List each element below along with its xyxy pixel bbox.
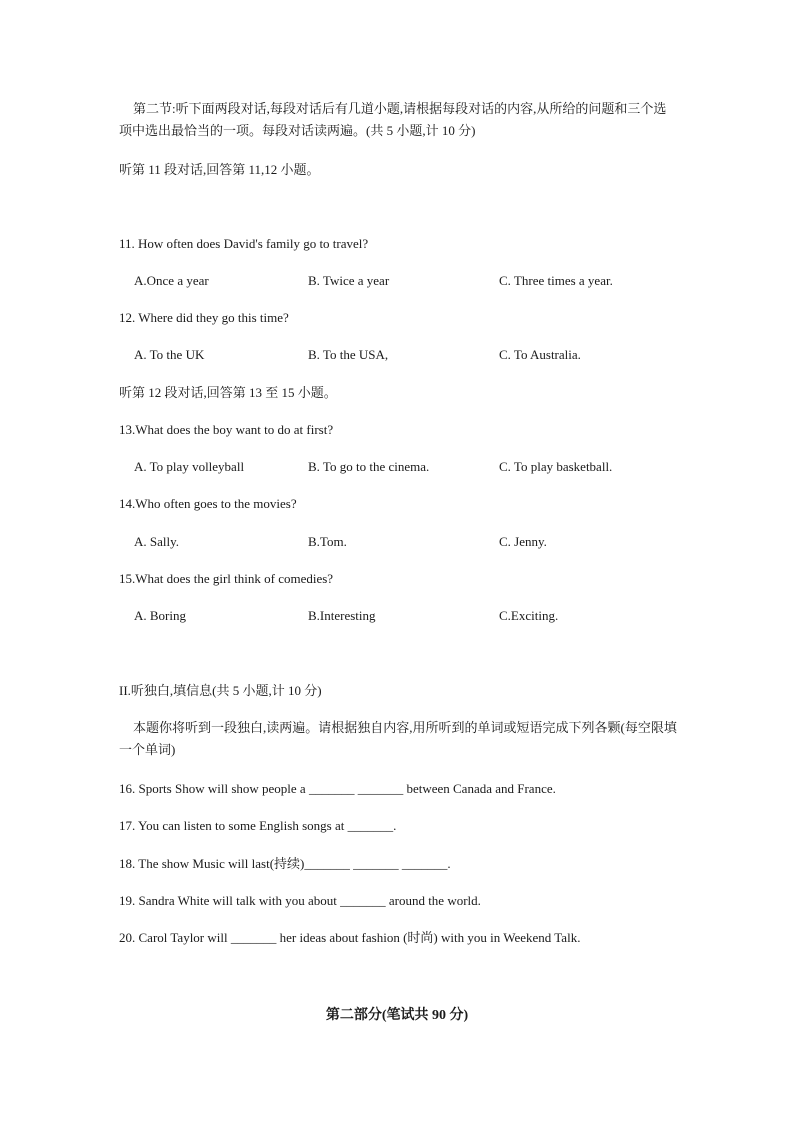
option-c: C. Three times a year.	[499, 273, 613, 288]
fill-item: 19. Sandra White will talk with you about _______ around the world.	[119, 893, 481, 908]
option-b: B. Twice a year	[308, 273, 390, 288]
option-c: C. To Australia.	[499, 347, 581, 362]
option-b: B.Tom.	[308, 534, 347, 549]
option-a: A. To play volleyball	[134, 459, 245, 474]
section2-intro: 第二节:听下面两段对话,每段对话后有几道小题,请根据每段对话的内容,从所给的问题和三个选项中选出最恰当的一项。每段对话读两遍。(共 5 小题,计 10 分)	[119, 101, 667, 138]
option-a: A. Sally.	[134, 534, 180, 549]
question-stem: 13.What does the boy want to do at first?	[119, 422, 334, 437]
question-stem: 14.Who often goes to the movies?	[119, 496, 297, 511]
question-stem: 11. How often does David's family go to travel?	[119, 236, 369, 251]
fill-item: 16. Sports Show will show people a _______ _______ between Canada and France.	[119, 781, 556, 796]
option-a: A. To the UK	[134, 347, 205, 362]
question-stem: 15.What does the girl think of comedies?	[119, 571, 334, 586]
option-c: C. To play basketball.	[499, 459, 613, 474]
part-title: 第二部分(笔试共 90 分)	[325, 1008, 469, 1023]
option-c: C. Jenny.	[499, 534, 547, 549]
option-a: A. Boring	[134, 608, 186, 623]
fill-item: 20. Carol Taylor will _______ her ideas about fashion (时尚) with you in Weekend Talk.	[119, 930, 581, 945]
dialogue12-instruction: 听第 12 段对话,回答第 13 至 15 小题。	[119, 385, 337, 400]
option-b: B. To go to the cinema.	[308, 459, 430, 474]
question-stem: 12. Where did they go this time?	[119, 310, 289, 325]
part2-heading: II.听独白,填信息(共 5 小题,计 10 分)	[119, 683, 322, 698]
part2-instruction: 本题你将听到一段独白,读两遍。请根据独自内容,用所听到的单词或短语完成下列各颗(每空限填一个单词)	[119, 720, 677, 757]
option-a: A.Once a year	[134, 273, 209, 288]
fill-item: 18. The show Music will last(持续)_______ _______ _______.	[119, 856, 451, 871]
option-b: B.Interesting	[308, 608, 376, 623]
dialogue11-instruction: 听第 11 段对话,回答第 11,12 小题。	[119, 162, 320, 177]
option-b: B. To the USA,	[308, 347, 389, 362]
option-c: C.Exciting.	[499, 608, 559, 623]
fill-item: 17. You can listen to some English songs at _______.	[119, 818, 397, 833]
